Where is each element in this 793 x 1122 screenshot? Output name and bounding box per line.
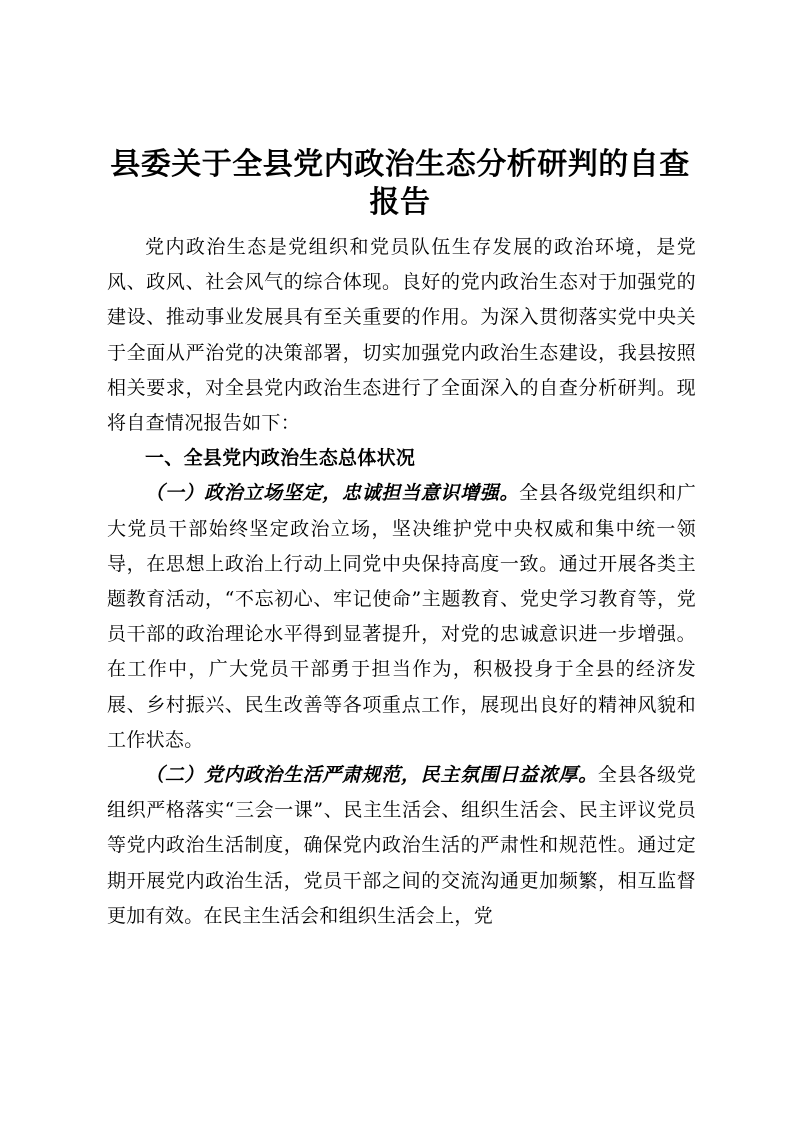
section-heading: 一、全县党内政治生态总体状况 [145,447,416,470]
item-body-text: 全县各级党组织严格落实“三会一课”、民主生活会、组织生活会、民主评议党员等党内政治生活制度，确保党内政治生活的严肃性和规范性。通过定期开展党内政治生活，党员干部之间的交流沟通更加频繁，相互监督更加有效。在民主生活会和组织生活会上，党 [107,764,696,927]
intro-paragraph: 党内政治生态是党组织和党员队伍生存发展的政治环境，是党风、政风、社会风气的综合体现。良好的党内政治生态对于加强党的建设、推动事业发展具有至关重要的作用。为深入贯彻落实党中央关于全面从严治党的决策部署，切实加强党内政治生态建设，我县按照相关要求，对全县党内政治生态进行了全面深入的自查分析研判。现将自查情况报告如下： [107,236,696,435]
item-lead-text: （一）政治立场坚定，忠诚担当意识增强。 [145,482,520,505]
document-body [107,230,696,934]
document-title: 县委关于全县党内政治生态分析研判的自查报告 [110,147,690,220]
section-item-paragraph [107,758,696,934]
item-body-text: 全县各级党组织和广大党员干部始终坚定政治立场，坚决维护党中央权威和集中统一领导，在思想上政治上行动上同党中央保持高度一致。通过开展各类主题教育活动，“不忘初心、牢记使命”主题教育、党史学习教育等，党员干部的政治理论水平得到显著提升，对党的忠诚意识进一步增强。在工作中，广大党员干部勇于担当作为，积极投身于全县的经济发展、乡村振兴、民生改善等各项重点工作，展现出良好的精神风貌和工作状态。 [107,482,696,751]
section-item-paragraph [107,476,696,758]
item-lead-text: （二）党内政治生活严肃规范，民主氛围日益浓厚。 [145,764,598,787]
